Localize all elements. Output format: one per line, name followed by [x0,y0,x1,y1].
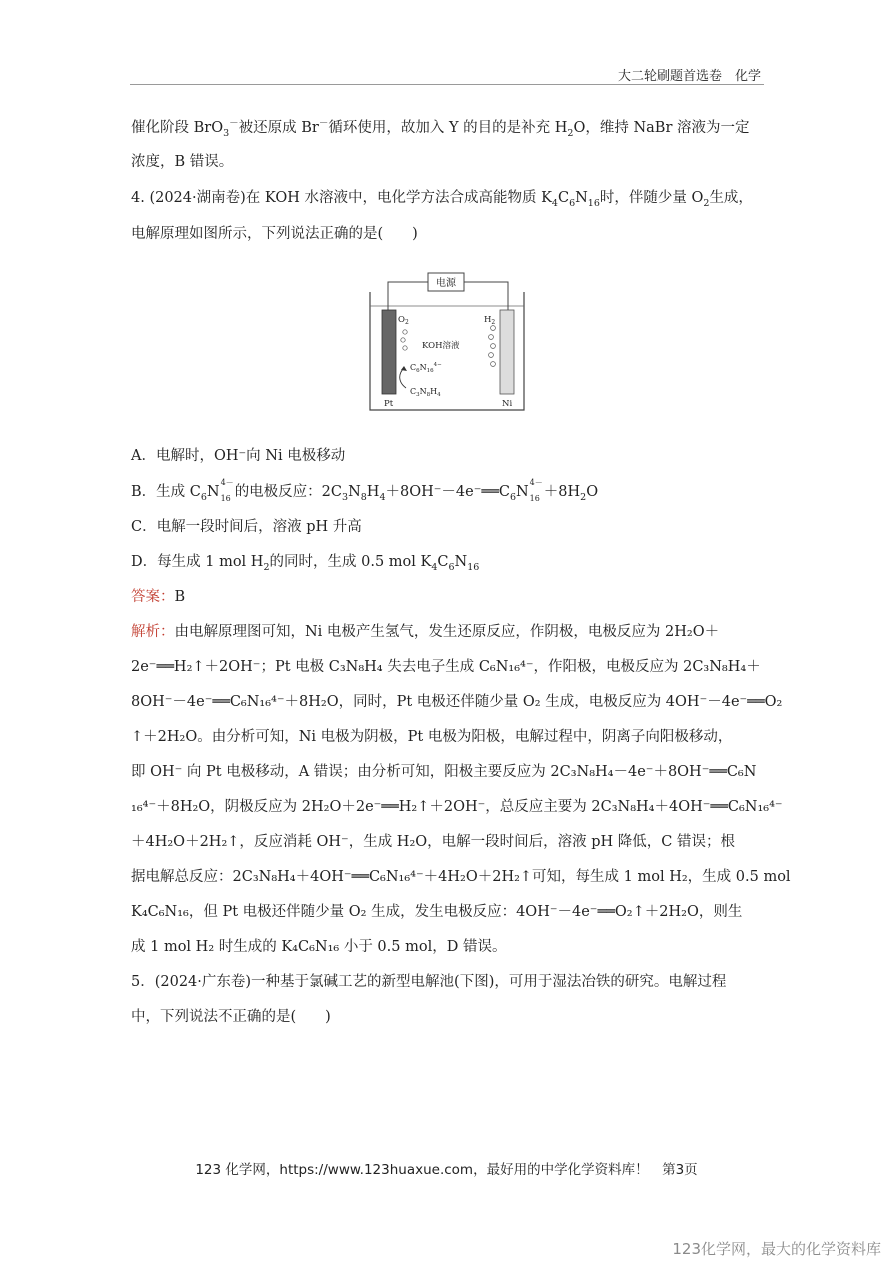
analysis-line-5: 即 OH⁻ 向 Pt 电极移动，A 错误；由分析可知，阳极主要反应为 2C₃N₈H₄－4e⁻＋8OH⁻══C₆N [131,764,757,780]
analysis-line-10: 成 1 mol H₂ 时生成的 K₄C₆N₁₆ 小于 0.5 mol，D 错误。 [131,939,507,955]
h2-bubble [491,344,496,349]
o2-bubble [403,330,407,334]
page-footer: 123 化学网，https://www.123huaxue.com，最好用的中学化学资料库！ 第3页 [195,1162,698,1178]
electrolysis-diagram [368,270,526,412]
reaction-arrow [400,368,406,388]
o2-label: $O_2$ [398,315,409,326]
ni-electrode [500,310,514,394]
product-label: $C_6N_{16}^{4-}$ [410,362,442,374]
ni-label: Ni [502,399,513,409]
q5-stem-line-2: 中，下列说法不正确的是( ) [131,1009,331,1025]
pt-electrode [382,310,396,394]
analysis-line-9: K₄C₆N₁₆，但 Pt 电极还伴随少量 O₂ 生成，发生电极反应：4OH⁻－4e⁻══O₂↑＋2H₂O，则生 [131,904,743,920]
intro-line-2: 浓度，B 错误。 [131,154,234,170]
q4-stem-line-2: 电解原理如图所示，下列说法正确的是( ) [131,226,418,242]
analysis-label: 解析： [131,624,175,640]
option-a: A．电解时，OH⁻向 Ni 电极移动 [131,448,346,464]
h2-bubble [491,362,496,367]
o2-bubble [403,346,407,350]
intro-line-1: 催化阶段 BrO$_3$－被还原成 Br－循环使用，故加入 Y 的目的是补充 $H_2O$，维持 NaBr 溶液为一定 [131,118,750,139]
reactant-label: $C_3N_8H_4$ [410,387,441,398]
analysis-line-4: ↑＋2H₂O。由分析可知，Ni 电极为阴极，Pt 电极为阳极，电解过程中，阴离子向阳极移动， [131,729,733,745]
page-header-title: 大二轮刷题首选卷 化学 [617,69,761,84]
watermark: 123化学网，最大的化学资料库 [672,1240,881,1258]
h2-bubble [489,335,494,340]
h2-bubble [491,326,496,331]
analysis-line-2: 2e⁻══H₂↑＋2OH⁻；Pt 电极 C₃N₈H₄ 失去电子生成 C₆N₁₆⁴⁻，作阳极，电极反应为 2C₃N₈H₄＋ [131,659,761,675]
analysis-line-7: ＋4H₂O＋2H₂↑，反应消耗 OH⁻，生成 H₂O，电解一段时间后，溶液 pH 降低，C 错误；根 [131,834,735,850]
pt-label: Pt [384,399,394,409]
header-rule [130,84,764,85]
q5-stem-line-1: 5．(2024·广东卷)一种基于氯碱工艺的新型电解池(下图)，可用于湿法冶铁的研究。电解过程 [131,974,727,990]
h2-label: $H_2$ [484,315,496,326]
q4-stem-line-1: 4. (2024·湖南卷)在 KOH 水溶液中，电化学方法合成高能物质 $K_4C_6N_{16}$时，伴随少量 $O_2$生成， [131,190,753,209]
answer-value: B [174,589,186,605]
analysis-line-1: 解析：由电解原理图可知，Ni 电极产生氢气，发生还原反应，作阴极，电极反应为 2H₂O＋ [131,624,720,640]
analysis-line-8: 据电解总反应：2C₃N₈H₄＋4OH⁻══C₆N₁₆⁴⁻＋4H₂O＋2H₂↑可知，每生成 1 mol H₂，生成 0.5 mol [131,869,791,885]
o2-bubble [401,338,405,342]
option-c: C．电解一段时间后，溶液 pH 升高 [131,519,362,535]
option-d: D．每生成 1 mol $H_2$的同时，生成 0.5 mol $K_4C_6N_{16}$ [131,554,480,573]
koh-solution-label: KOH溶液 [422,341,460,351]
option-b: B．生成 $C_6N^{4-}$ $_{16}$ 的电极反应：$2C_3N_8H_4+8OH^--4e^-══C_6N^{4-}$ $_{16} +8H_2O$ [131,478,599,503]
analysis-line-6: ₁₆⁴⁻＋8H₂O，阴极反应为 2H₂O＋2e⁻══H₂↑＋2OH⁻，总反应主要为 2C₃N₈H₄＋4OH⁻══C₆N₁₆⁴⁻ [131,799,783,815]
answer-label: 答案： [131,589,175,605]
power-label: 电源 [436,278,456,289]
h2-bubble [489,353,494,358]
analysis-line-3: 8OH⁻－4e⁻══C₆N₁₆⁴⁻＋8H₂O，同时，Pt 电极还伴随少量 O₂ 生成，电极反应为 4OH⁻－4e⁻══O₂ [131,694,783,710]
answer-line [131,585,185,606]
